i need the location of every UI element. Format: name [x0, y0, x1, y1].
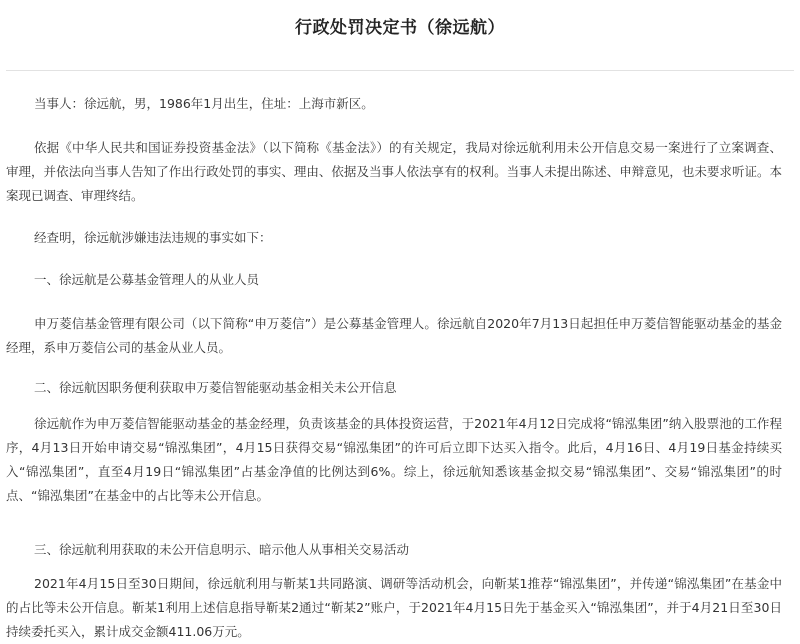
divider	[6, 70, 794, 71]
section-1-paragraph: 申万菱信基金管理有限公司（以下简称“申万菱信”）是公募基金管理人。徐远航自2020年7月13日起担任申万菱信智能驱动基金的基金经理，系申万菱信公司的基金从业人员。	[6, 316, 782, 355]
party-info-paragraph: 当事人：徐远航，男，1986年1月出生，住址：上海市新区。	[34, 96, 374, 111]
page-title: 行政处罚决定书（徐远航）	[295, 18, 505, 38]
section-3-paragraph: 2021年4月15日至30日期间，徐远航利用与靳某1共同路演、调研等活动机会，向靳某1推荐“锦泓集团”，并传递“锦泓集团”在基金中的占比等未公开信息。靳某1利用上述信息指导靳某2通过“靳某2”账户，于2021年4月15日先于基金买入“锦泓集团”，并于4月21日至30日持续委托买入，累计成交金额411.06万元。	[6, 576, 782, 639]
section-2-paragraph: 徐远航作为申万菱信智能驱动基金的基金经理，负责该基金的具体投资运营，于2021年4月12日完成将“锦泓集团”纳入股票池的工作程序，4月13日开始申请交易“锦泓集团”，4月15日获得交易“锦泓集团”的许可后立即下达买入指令。此后，4月16日、4月19日基金持续买入“锦泓集团”，直至4月19日“锦泓集团”占基金净值的比例达到6%。综上，徐远航知悉该基金拟交易“锦泓集团”、交易“锦泓集团”的时点、“锦泓集团”在基金中的占比等未公开信息。	[6, 416, 782, 503]
section-heading-3: 三、徐远航利用获取的未公开信息明示、暗示他人从事相关交易活动	[34, 542, 410, 557]
section-heading-1: 一、徐远航是公募基金管理人的从业人员	[34, 272, 260, 287]
section-heading-2: 二、徐远航因职务便利获取申万菱信智能驱动基金相关未公开信息	[34, 380, 397, 395]
legal-basis-paragraph: 依据《中华人民共和国证券投资基金法》（以下简称《基金法》）的有关规定，我局对徐远航利用未公开信息交易一案进行了立案调查、审理，并依法向当事人告知了作出行政处罚的事实、理由、依据及当事人依法享有的权利。当事人未提出陈述、申辩意见，也未要求听证。本案现已调查、审理终结。	[6, 140, 782, 203]
findings-intro-paragraph: 经查明，徐远航涉嫌违法违规的事实如下：	[34, 230, 272, 245]
